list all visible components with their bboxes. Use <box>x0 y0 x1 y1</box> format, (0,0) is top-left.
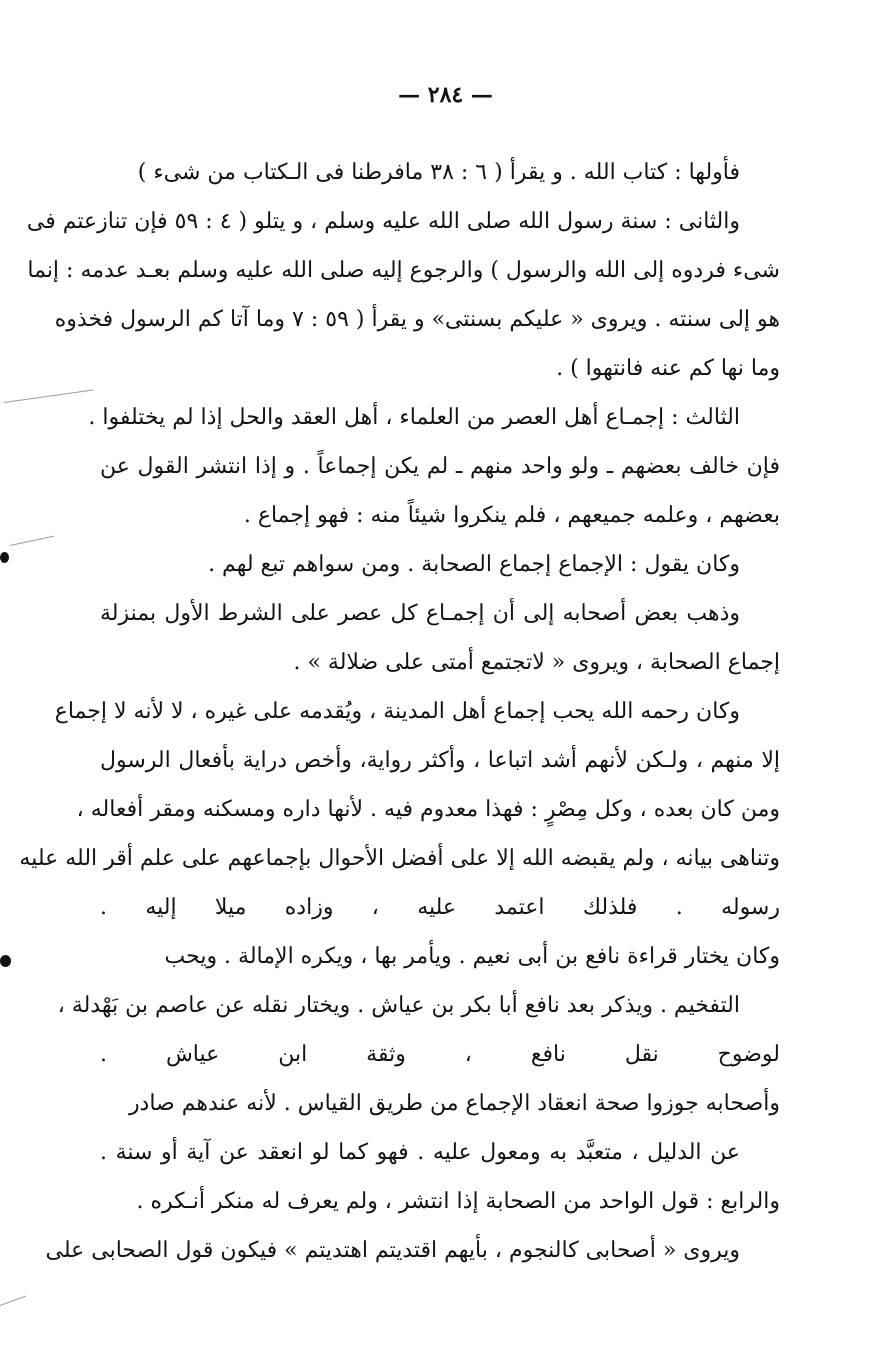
text-line: بعضهم ، وعلمه جميعهم ، فلم ينكروا شيئاً منه : فهو إجماع . <box>243 503 780 528</box>
scan-artifact-dot <box>0 955 11 967</box>
text-line: وذهب بعض أصحابه إلى أن إجمـاع كل عصر على الشرط الأول بمنزلة <box>100 601 740 626</box>
text-line: رسوله . فلذلك اعتمد عليه ، وزاده ميلا إليه . <box>100 895 780 920</box>
text-line: التفخيم . ويذكر بعد نافع أبا بكر بن عياش . ويختار نقله عن عاصم بن بَهْدلة ، <box>57 993 740 1018</box>
scan-artifact-line <box>4 389 93 403</box>
text-line: ويروى « أصحابى كالنجوم ، بأيهم اقتديتم اهتديتم » فيكون قول الصحابى على <box>45 1238 740 1263</box>
text-line: وأصحابه جوزوا صحة انعقاد الإجماع من طريق القياس . لأنه عندهم صادر <box>128 1091 780 1116</box>
text-line: ومن كان بعده ، وكل مِصْرٍ : فهذا معدوم فيه . لأنها داره ومسكنه ومقر أفعاله ، <box>76 797 780 822</box>
text-line: فأولها : كتاب الله . و يقرأ ( ٦ : ٣٨ مافرطنا فى الـكتاب من شىء ) <box>137 160 740 185</box>
main-text <box>19 148 780 1275</box>
text-line: عن الدليل ، متعبَّد به ومعول عليه . فهو كما لو انعقد عن آية أو سنة . <box>100 1140 740 1165</box>
scan-artifact-dot <box>0 552 9 563</box>
scan-artifact-line <box>0 1295 26 1306</box>
text-line: وتناهى بيانه ، ولم يقبضه الله إلا على أفضل الأحوال بإجماعهم على علم أقر الله عليه <box>19 846 780 871</box>
scan-artifact-line <box>10 536 54 546</box>
text-line: الثالث : إجمـاع أهل العصر من العلماء ، أهل العقد والحل إذا لم يختلفوا . <box>88 405 740 430</box>
text-line: وكان رحمه الله يحب إجماع أهل المدينة ، ويُقدمه على غيره ، لا لأنه لا إجماع <box>54 699 740 724</box>
text-line: وما نها كم عنه فانتهوا ) . <box>556 356 780 381</box>
text-line: لوضوح نقل نافع ، وثقة ابن عياش . <box>100 1042 780 1067</box>
text-line: إجماع الصحابة ، ويروى « لاتجتمع أمتى على ضلالة » . <box>293 650 780 675</box>
text-line: إلا منهم ، ولـكن لأنهم أشد اتباعا ، وأكثر رواية، وأخص دراية بأفعال الرسول <box>100 748 780 773</box>
text-line: والثانى : سنة رسول الله صلى الله عليه وسلم ، و يتلو ( ٤ : ٥٩ فإن تنازعتم فى <box>26 209 740 234</box>
text-line: وكان يختار قراءة نافع بن أبى نعيم . ويأمر بها ، ويكره الإمالة . ويحب <box>164 944 780 969</box>
text-line: والرابع : قول الواحد من الصحابة إذا انتشر ، ولم يعرف له منكر أنـكره . <box>136 1189 780 1214</box>
text-line: وكان يقول : الإجماع إجماع الصحابة . ومن سواهم تبع لهم . <box>208 552 740 577</box>
text-line: شىء فردوه إلى الله والرسول ) والرجوع إليه صلى الله عليه وسلم بعـد عدمه : إنما <box>27 258 780 283</box>
text-line: فإن خالف بعضهم ـ ولو واحد منهم ـ لم يكن إجماعاً . و إذا انتشر القول عن <box>100 454 780 479</box>
text-line: هو إلى سنته . ويروى « عليكم بسنتى» و يقرأ ( ٥٩ : ٧ وما آتا كم الرسول فخذوه <box>54 307 780 332</box>
page-number: — ٢٨٤ — <box>398 82 493 108</box>
